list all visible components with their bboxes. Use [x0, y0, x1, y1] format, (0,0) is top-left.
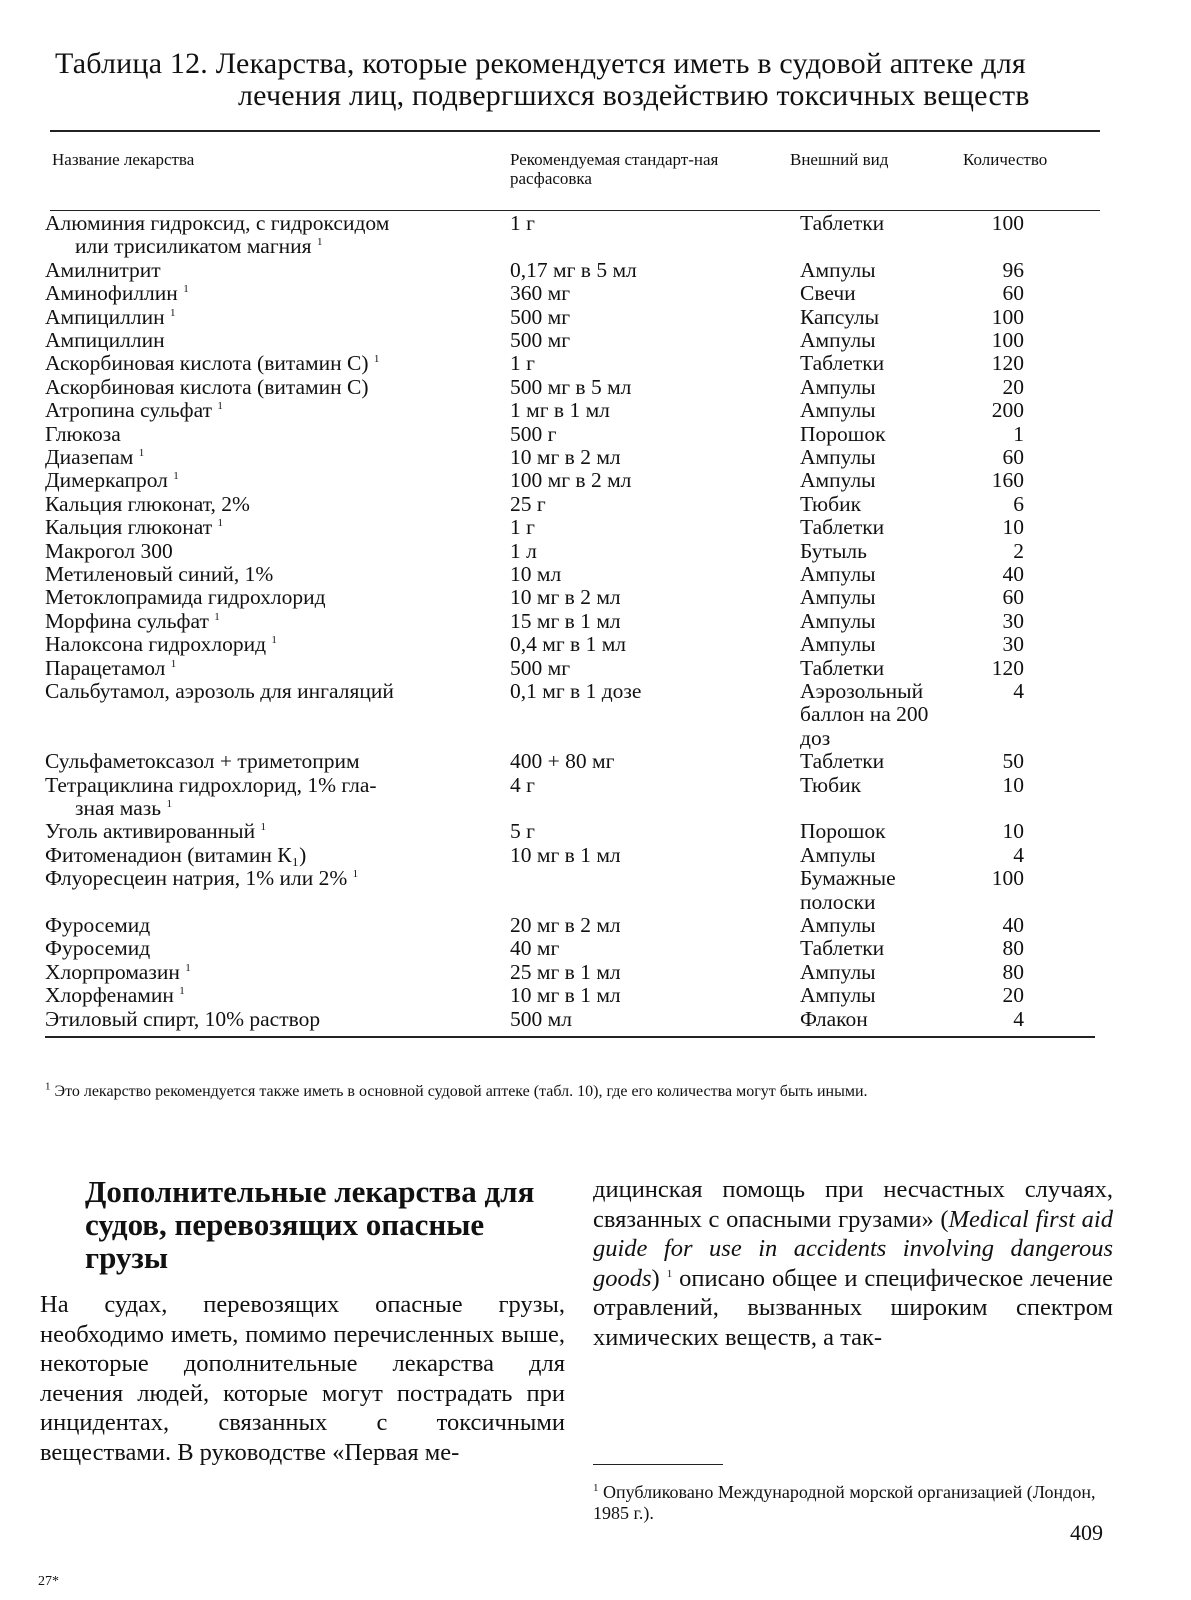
footnote-mark: 1 — [185, 961, 191, 974]
cell-form: Таблетки — [800, 211, 885, 235]
cell-package: 10 мг в 2 мл — [510, 445, 621, 469]
footnote-mark: 1 — [179, 985, 185, 998]
cell-package: 15 мг в 1 мл — [510, 608, 621, 633]
cell-form: Ампулы — [800, 608, 876, 633]
cell-form: Ампулы — [800, 632, 876, 657]
footnote-mark: 1 — [217, 517, 223, 530]
cell-name-text: Димеркапрол — [45, 468, 168, 493]
cell-name-text: Метоклопрамида гидрохлорид — [45, 585, 326, 610]
cell-quantity: 60 — [1002, 585, 1024, 610]
cell-package: 10 мг в 1 мл — [510, 983, 621, 1008]
cell-name — [45, 329, 483, 352]
cell-name — [45, 867, 483, 890]
cell-name-text: Хлорпромазин — [45, 959, 180, 984]
cell-package: 25 мг в 1 мл — [510, 959, 621, 984]
cell-name — [45, 516, 483, 539]
cell-package: 10 мл — [510, 562, 562, 586]
cell-package: 500 мг — [510, 328, 571, 352]
paragraph-right-italic-title: Medical first aid guide for use in accidents involving dangerous goods — [593, 1205, 1113, 1292]
cell-name — [45, 750, 483, 773]
cell-form: Свечи — [800, 281, 856, 306]
cell-form: Флакон — [800, 1006, 868, 1031]
cell-name-continuation-text: зная мазь — [75, 796, 162, 820]
caption-line-1: Таблица 12. Лекарства, которые рекомендуется иметь в судовой аптеке для — [55, 47, 1026, 80]
cell-name — [45, 914, 483, 937]
cell-package: 360 мг — [510, 281, 571, 306]
cell-name-continuation — [45, 235, 483, 258]
footnote-mark: 1 — [352, 868, 359, 881]
cell-form: Таблетки — [800, 515, 885, 540]
cell-form: Порошок — [800, 819, 886, 844]
page-footnote-mark: 1 — [593, 1482, 599, 1494]
cell-name-text: Фитоменадион (витамин К₁) — [45, 842, 307, 867]
cell-name — [45, 282, 483, 305]
cell-form: Ампулы — [800, 374, 876, 399]
cell-package: 500 мг — [510, 655, 571, 680]
cell-package: 400 + 80 мг — [510, 749, 615, 774]
footnote-mark: 1 — [170, 657, 177, 670]
cell-name-text: Хлорфенамин — [45, 983, 174, 1008]
cell-package: 1 г — [510, 211, 535, 235]
footnote-mark: 1 — [260, 821, 267, 834]
cell-name — [45, 563, 483, 586]
cell-quantity: 50 — [1002, 749, 1024, 774]
cell-quantity: 96 — [1002, 257, 1024, 282]
cell-name-text: Амилнитрит — [45, 257, 161, 282]
cell-quantity: 20 — [1002, 983, 1024, 1008]
footnote-text: Это лекарство рекомендуется также иметь в основной судовой аптеке (табл. 10), где его количества могут быть иными. — [54, 1083, 868, 1100]
cell-form: Таблетки — [800, 936, 885, 961]
cell-package: 20 мг в 2 мл — [510, 913, 621, 937]
table-bottom-rule — [45, 1036, 1095, 1038]
cell-form: Ампулы — [800, 562, 876, 586]
cell-quantity: 60 — [1002, 281, 1024, 306]
cell-name — [45, 259, 483, 282]
cell-package: 1 мг в 1 мл — [510, 398, 610, 423]
paragraph-right: дицинская помощь при несчастных случаях, связанных с опасными грузами» (Medical first aid guide for use in accidents involving dangerous goods) $^1$ описано общее и специфическое лечение отравлений, вызванных широким спектром химических веществ, а так- — [593, 1176, 1113, 1351]
footnote-mark: 1 — [138, 446, 145, 459]
cell-name-text: Аскорбиновая кислота (витамин С) — [45, 351, 369, 376]
footnote-mark: 1 — [183, 283, 189, 296]
cell-package: 0,4 мг в 1 мл — [510, 632, 627, 657]
cell-name — [45, 937, 483, 960]
cell-form: Аэрозольный баллон на 200 доз — [800, 679, 929, 750]
cell-name-continuation — [45, 797, 483, 820]
cell-name — [45, 399, 483, 422]
cell-name-text: Фуросемид — [45, 913, 151, 937]
cell-name-text: Ампициллин — [45, 328, 165, 352]
cell-quantity: 6 — [1013, 491, 1024, 516]
cell-form: Ампулы — [800, 328, 876, 352]
cell-name — [45, 961, 483, 984]
cell-form: Таблетки — [800, 351, 885, 376]
cell-name — [45, 1008, 483, 1031]
cell-name — [45, 306, 483, 329]
paragraph-right-mark: 1 — [666, 1267, 673, 1280]
cell-name-text: Ампициллин — [45, 304, 165, 329]
cell-name-text: Кальция глюконат, 2% — [45, 491, 250, 516]
cell-form: Ампулы — [800, 257, 876, 282]
cell-quantity: 4 — [1013, 842, 1024, 867]
cell-name — [45, 610, 483, 633]
cell-quantity: 100 — [991, 304, 1024, 329]
cell-name — [45, 774, 483, 821]
footnote-mark: 1 — [45, 1080, 51, 1093]
cell-package: 10 мг в 1 мл — [510, 842, 621, 867]
cell-package: 1 г — [510, 515, 535, 540]
caption-line-2: лечения лиц, подвергшихся воздействию токсичных веществ — [238, 79, 1030, 112]
cell-quantity: 80 — [1002, 936, 1024, 961]
cell-name-text: Аминофиллин — [45, 281, 178, 306]
cell-package: 0,1 мг в 1 дозе — [510, 679, 642, 703]
footnote-mark: 1 — [316, 236, 323, 249]
cell-form: Порошок — [800, 421, 886, 446]
cell-quantity: 4 — [1013, 679, 1024, 703]
cell-form: Ампулы — [800, 398, 876, 423]
cell-package: 0,17 мг в 5 мл — [510, 257, 637, 282]
cell-package: 500 мг в 5 мл — [510, 374, 632, 399]
cell-name-text: Налоксона гидрохлорид — [45, 632, 267, 657]
cell-package: 500 мг — [510, 304, 571, 329]
cell-form: Ампулы — [800, 468, 876, 493]
footnote-rule — [593, 1464, 723, 1465]
cell-form: Тюбик — [800, 491, 862, 516]
cell-quantity: 10 — [1002, 772, 1024, 797]
cell-name — [45, 469, 483, 492]
cell-name — [45, 657, 483, 680]
footnote-mark: 1 — [170, 306, 176, 319]
signature-mark: 27* — [38, 1574, 59, 1589]
footnote-mark: 1 — [373, 353, 380, 366]
cell-name — [45, 820, 483, 843]
cell-name-text: Макрогол 300 — [45, 538, 173, 563]
cell-quantity: 100 — [991, 866, 1024, 891]
cell-name-text: Сульфаметоксазол + триметоприм — [45, 749, 360, 774]
cell-name — [45, 540, 483, 563]
cell-quantity: 60 — [1002, 445, 1024, 469]
cell-package: 1 г — [510, 351, 535, 376]
cell-name-text: Сальбутамол, аэрозоль для ингаляций — [45, 679, 394, 703]
cell-name — [45, 586, 483, 609]
header-form: Внешний вид — [790, 150, 889, 169]
cell-name-text: Глюкоза — [45, 421, 121, 446]
cell-name — [45, 423, 483, 446]
cell-name-text: Морфина сульфат — [45, 608, 209, 633]
cell-name — [45, 446, 483, 469]
table-top-rule — [50, 130, 1100, 132]
cell-form: Ампулы — [800, 983, 876, 1008]
cell-package: 10 мг в 2 мл — [510, 585, 621, 610]
page-footnote-text: Опубликовано Международной морской организацией (Лондон, 1985 г.). — [593, 1482, 1096, 1523]
section-heading: Дополнительные лекарства для судов, перевозящих опасные грузы — [85, 1174, 535, 1275]
cell-name — [45, 493, 483, 516]
cell-quantity: 30 — [1002, 632, 1024, 657]
cell-quantity: 120 — [991, 351, 1024, 376]
cell-name-text: Уголь активированный — [45, 819, 256, 844]
cell-quantity: 2 — [1013, 538, 1024, 563]
cell-name — [45, 633, 483, 656]
cell-quantity: 1 — [1013, 421, 1024, 446]
cell-form: Бутыль — [800, 538, 867, 563]
cell-quantity: 40 — [1002, 913, 1024, 937]
cell-quantity: 100 — [991, 211, 1024, 235]
cell-name — [45, 376, 483, 399]
page-number: 409 — [1070, 1520, 1103, 1545]
footnote-mark: 1 — [217, 400, 223, 413]
paragraph-right-end: описано общее и специфическое лечение отравлений, вызванных широким спектром химических веществ, а так- — [593, 1264, 1113, 1351]
cell-quantity: 4 — [1013, 1006, 1024, 1031]
cell-form: Ампулы — [800, 959, 876, 984]
footnote-mark: 1 — [173, 470, 179, 483]
cell-name-text: Метиленовый синий, 1% — [45, 562, 274, 586]
cell-package: 40 мг — [510, 936, 560, 961]
cell-name-text: Флуоресцеин натрия, 1% или 2% — [45, 866, 348, 891]
cell-name — [45, 984, 483, 1007]
footnote-mark: 1 — [214, 610, 220, 623]
header-package: Рекомендуемая стандарт-ная расфасовка — [510, 150, 719, 188]
cell-form: Ампулы — [800, 842, 876, 867]
cell-quantity: 10 — [1002, 819, 1024, 844]
cell-quantity: 80 — [1002, 959, 1024, 984]
cell-package: 100 мг в 2 мл — [510, 468, 632, 493]
cell-name-text: Диазепам — [45, 445, 134, 469]
table-footnote — [45, 1082, 1125, 1101]
cell-name-text: Тетрациклина гидрохлорид, 1% гла- — [45, 772, 377, 797]
cell-form: Ампулы — [800, 445, 876, 469]
cell-name-text: Аскорбиновая кислота (витамин С) — [45, 374, 369, 399]
cell-name-continuation-text: или трисиликатом магния — [75, 234, 312, 259]
cell-name-text: Алюминия гидроксид, с гидроксидом — [45, 211, 390, 235]
cell-name — [45, 844, 483, 867]
footnote-mark: 1 — [271, 634, 277, 647]
cell-name-text: Кальция глюконат — [45, 515, 213, 540]
header-quantity: Количество — [963, 150, 1048, 169]
cell-quantity: 100 — [991, 328, 1024, 352]
cell-name — [45, 352, 483, 375]
footnote-mark: 1 — [166, 797, 172, 810]
cell-form: Капсулы — [800, 304, 880, 329]
paragraph-right-start: дицинская помощь при несчастных случаях, связанных с опасными грузами» ( — [593, 1176, 1113, 1233]
cell-name-text: Этиловый спирт, 10% раствор — [45, 1006, 321, 1031]
cell-name-text: Фуросемид — [45, 936, 151, 961]
cell-quantity: 30 — [1002, 608, 1024, 633]
cell-form: Таблетки — [800, 655, 885, 680]
cell-package: 5 г — [510, 819, 535, 844]
cell-quantity: 20 — [1002, 374, 1024, 399]
cell-package: 1 л — [510, 538, 537, 563]
table-caption — [55, 48, 1125, 112]
cell-form: Бумажные полоски — [800, 866, 896, 914]
cell-form: Ампулы — [800, 585, 876, 610]
cell-name — [45, 680, 483, 703]
cell-name — [45, 212, 483, 259]
cell-quantity: 160 — [991, 468, 1024, 493]
cell-quantity: 10 — [1002, 515, 1024, 540]
paragraph-left: На судах, перевозящих опасные грузы, необходимо иметь, помимо перечисленных выше, некоторые дополнительные лекарства для лечения людей, которые могут пострадать при инцидентах, связанных с токсичными веществами. В руководстве «Первая ме- — [40, 1291, 565, 1466]
cell-package: 500 г — [510, 421, 557, 446]
cell-package: 25 г — [510, 491, 546, 516]
page-footnote — [593, 1482, 1113, 1524]
cell-quantity: 120 — [991, 655, 1024, 680]
cell-quantity: 40 — [1002, 562, 1024, 586]
header-name: Название лекарства — [52, 150, 195, 169]
cell-form: Тюбик — [800, 772, 862, 797]
cell-quantity: 200 — [991, 398, 1024, 423]
cell-form: Ампулы — [800, 913, 876, 937]
cell-form: Таблетки — [800, 749, 885, 774]
cell-package: 4 г — [510, 772, 535, 797]
cell-package: 500 мл — [510, 1006, 572, 1031]
cell-name-text: Парацетамол — [45, 655, 166, 680]
cell-name-text: Атропина сульфат — [45, 398, 212, 423]
